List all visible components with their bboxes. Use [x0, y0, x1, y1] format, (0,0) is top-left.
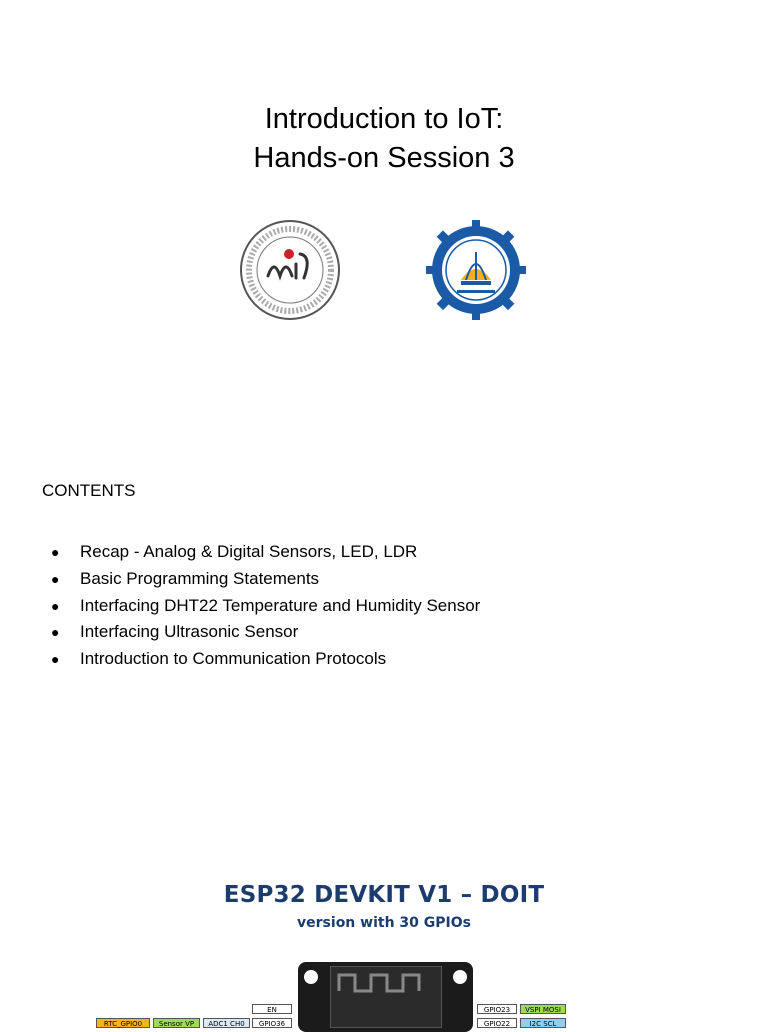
antenna-trace-icon — [331, 967, 441, 997]
list-item-text: Recap - Analog & Digital Sensors, LED, LDR — [80, 542, 418, 561]
bullet-icon: ● — [51, 597, 60, 614]
esp32-board — [298, 962, 473, 1032]
contents-list — [42, 541, 480, 675]
list-item — [42, 595, 480, 622]
list-item — [42, 648, 480, 675]
bullet-icon: ● — [51, 651, 60, 668]
mount-hole-icon — [304, 970, 318, 984]
contents-heading: CONTENTS — [42, 481, 136, 500]
list-item-text: Interfacing Ultrasonic Sensor — [80, 622, 299, 642]
page-title — [0, 100, 768, 178]
pin-label: GPIO23 — [477, 1004, 517, 1014]
pin-label: ADC1 CH0 — [203, 1018, 250, 1028]
pin-label: GPIO22 — [477, 1018, 517, 1028]
diagram-title: ESP32 DEVKIT V1 – DOIT — [223, 882, 545, 908]
list-item — [42, 621, 480, 648]
pin-label: VSPI MOSI — [520, 1004, 566, 1014]
mount-hole-icon — [453, 970, 467, 984]
pin-label: GPIO36 — [252, 1018, 292, 1028]
nift-logo — [238, 218, 342, 322]
bullet-icon: ● — [51, 570, 60, 587]
pin-label: Sensor VP — [153, 1018, 200, 1028]
iitb-logo — [423, 218, 529, 322]
list-item-text: Basic Programming Statements — [80, 568, 320, 588]
title-line-2: Hands-on Session 3 — [253, 142, 515, 174]
list-item — [42, 568, 480, 595]
bullet-icon: ● — [51, 624, 60, 641]
bullet-icon: ● — [51, 544, 60, 560]
list-item — [42, 541, 480, 568]
pin-label: I2C SCL — [520, 1018, 566, 1028]
list-item-text: Introduction to Communication Protocols — [80, 649, 387, 669]
list-item-text: Interfacing DHT22 Temperature and Humidity Sensor — [80, 595, 481, 615]
pin-label: EN — [252, 1004, 292, 1014]
title-line-1: Introduction to IoT: — [264, 103, 504, 135]
pin-label: RTC_GPIO0 — [96, 1018, 150, 1028]
wifi-module — [330, 966, 442, 1028]
diagram-subtitle: version with 30 GPIOs — [297, 915, 471, 931]
